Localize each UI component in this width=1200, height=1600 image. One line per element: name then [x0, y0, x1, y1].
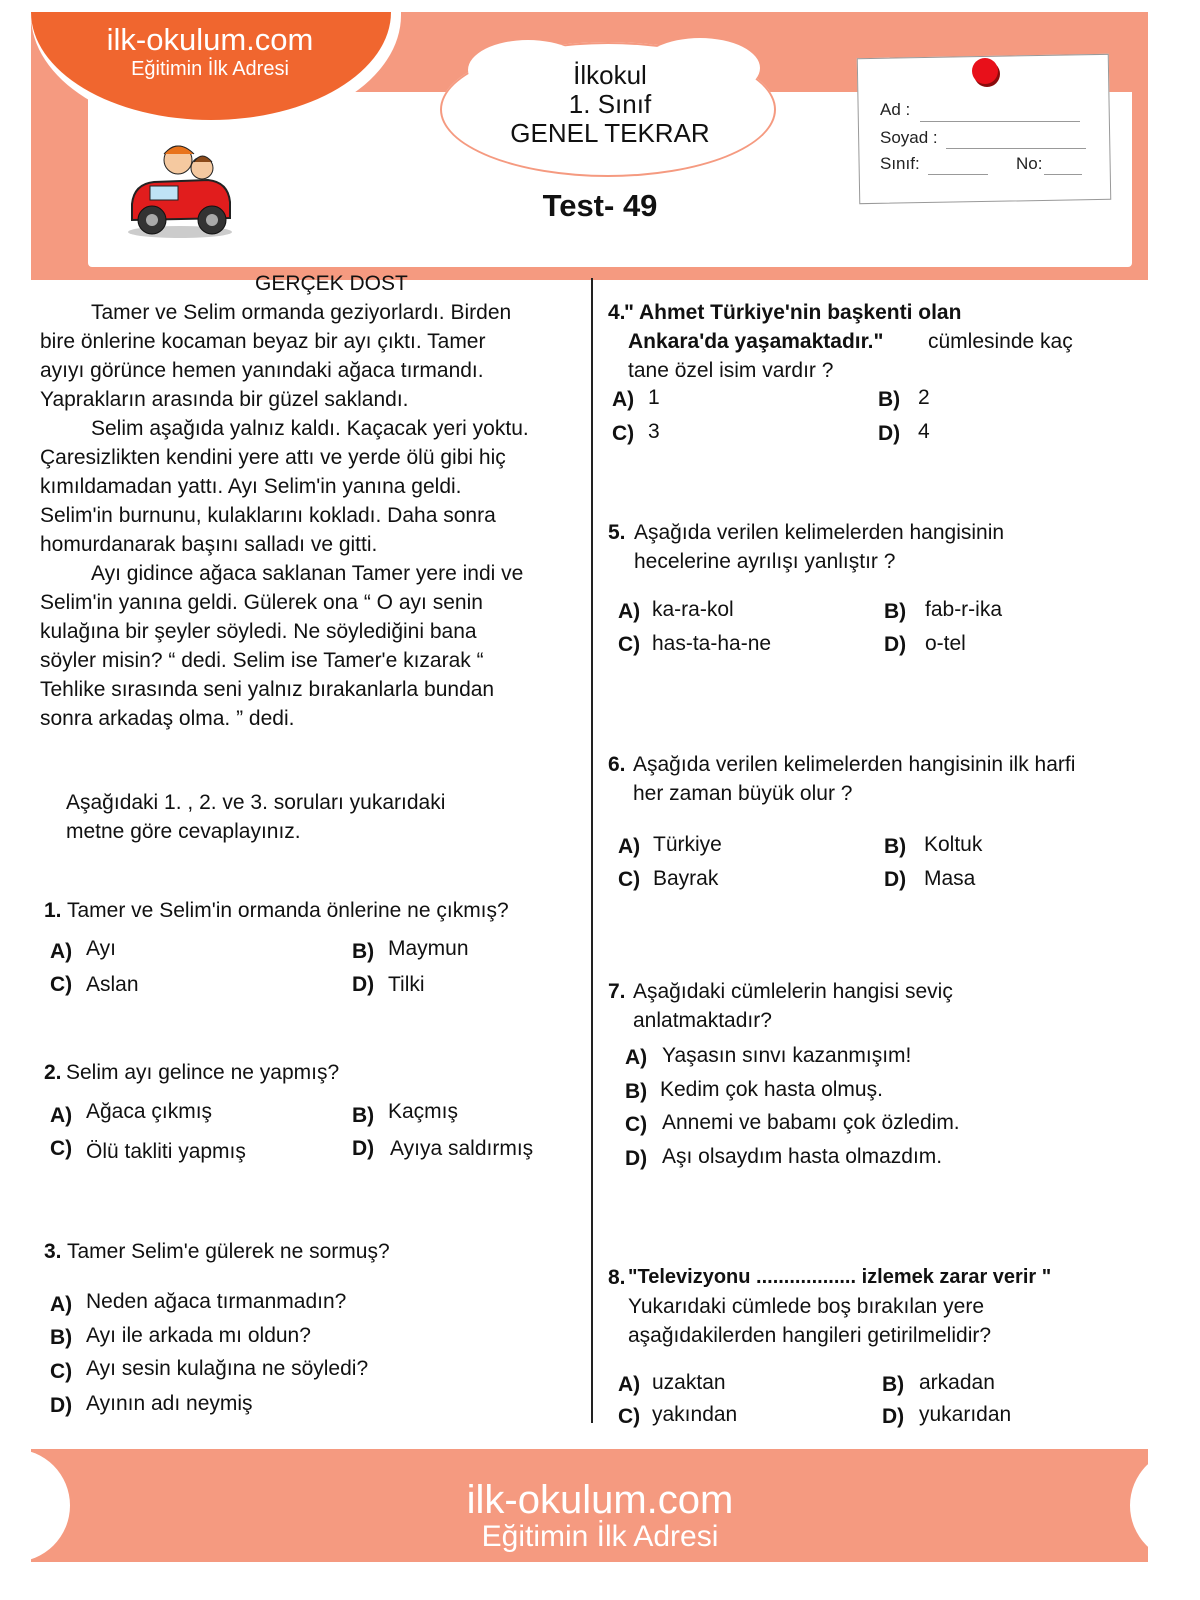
- answer-option[interactable]: Kaçmış: [388, 1100, 459, 1123]
- number-field[interactable]: [1044, 174, 1082, 175]
- answer-option[interactable]: Aşı olsaydım hasta olmazdım.: [662, 1145, 943, 1168]
- name-field[interactable]: [920, 121, 1080, 122]
- option-letter: C): [618, 868, 641, 891]
- question-text: Aşağıda verilen kelimelerden hangisinin: [634, 521, 1005, 544]
- question-number: 3.: [44, 1240, 62, 1263]
- option-letter: B): [352, 940, 375, 963]
- story-line: Çaresizlikten kendini yere attı ve yerde ölü gibi hiç: [40, 446, 506, 469]
- story-line: Tehlike sırasında seni yalnız bırakanlarla bundan: [40, 678, 495, 701]
- test-title: Test- 49: [542, 188, 658, 223]
- answer-option[interactable]: Kedim çok hasta olmuş.: [660, 1078, 883, 1101]
- answer-option[interactable]: Tilki: [388, 973, 425, 996]
- answer-option[interactable]: fab-r-ika: [925, 598, 1003, 621]
- question-text: her zaman büyük olur ?: [633, 782, 853, 805]
- school-level: İlkokul: [573, 60, 647, 90]
- story-line: Selim'in yanına geldi. Gülerek ona “ O ayı senin: [40, 591, 483, 614]
- question-text: Aşağıda verilen kelimelerden hangisinin ilk harfi: [633, 753, 1076, 776]
- answer-option[interactable]: Yaşasın sınvı kazanmışım!: [662, 1044, 912, 1067]
- question-text: anlatmaktadır?: [633, 1009, 772, 1032]
- story-line: Ayı gidince ağaca saklanan Tamer yere indi ve: [91, 562, 524, 585]
- answer-option[interactable]: 4: [918, 420, 930, 443]
- answer-option[interactable]: Bayrak: [653, 867, 719, 890]
- option-letter: B): [878, 388, 901, 411]
- story-line: Selim aşağıda yalnız kaldı. Kaçacak yeri yoktu.: [91, 417, 529, 440]
- question-number: 8.: [608, 1266, 626, 1289]
- class-label: Sınıf:: [880, 154, 920, 173]
- option-letter: C): [625, 1113, 648, 1136]
- question-text: " Ahmet Türkiye'nin başkenti olan: [624, 301, 962, 324]
- answer-option[interactable]: Koltuk: [924, 833, 983, 856]
- instruction-text: Aşağıdaki 1. , 2. ve 3. soruları yukarıdaki: [66, 791, 446, 814]
- answer-option[interactable]: Türkiye: [653, 833, 722, 856]
- option-letter: D): [352, 973, 375, 996]
- logo-subtitle: Eğitimin İlk Adresi: [131, 58, 289, 80]
- answer-option[interactable]: Neden ağaca tırmanmadın?: [86, 1290, 347, 1313]
- car-illustration: [120, 132, 240, 242]
- option-letter: A): [618, 600, 641, 623]
- question-text: Selim ayı gelince ne yapmış?: [66, 1061, 340, 1084]
- question-text: Yukarıdaki cümlede boş bırakılan yere: [628, 1295, 985, 1318]
- question-text: Ankara'da yaşamaktadır.": [628, 330, 884, 353]
- answer-option[interactable]: Ayı: [86, 937, 116, 960]
- answer-option[interactable]: Ölü takliti yapmış: [86, 1140, 246, 1163]
- story-line: Tamer ve Selim ormanda geziyorlardı. Birden: [91, 301, 512, 324]
- option-letter: C): [618, 1405, 641, 1428]
- question-text: hecelerine ayrılışı yanlıştır ?: [634, 550, 896, 573]
- question-text: tane özel isim vardır ?: [628, 359, 834, 382]
- answer-option[interactable]: Ağaca çıkmış: [86, 1100, 213, 1123]
- answer-option[interactable]: arkadan: [919, 1371, 995, 1394]
- question-text: Tamer ve Selim'in ormanda önlerine ne çıkmış?: [67, 899, 509, 922]
- option-letter: C): [618, 633, 641, 656]
- option-letter: A): [625, 1046, 648, 1069]
- answer-option[interactable]: ka-ra-kol: [652, 598, 734, 621]
- answer-option[interactable]: yukarıdan: [919, 1403, 1012, 1426]
- review-label: GENEL TEKRAR: [510, 118, 710, 148]
- question-text: "Televizyonu .................. izlemek zarar verir ": [628, 1266, 1052, 1288]
- option-letter: B): [884, 600, 907, 623]
- option-letter: D): [352, 1137, 375, 1160]
- question-number: 1.: [44, 899, 62, 922]
- answer-option[interactable]: Maymun: [388, 937, 469, 960]
- question-number: 7.: [608, 980, 626, 1003]
- question-number: 2.: [44, 1061, 62, 1084]
- option-letter: B): [884, 835, 907, 858]
- story-title: GERÇEK DOST: [255, 272, 408, 295]
- question-text: cümlesinde kaç: [928, 330, 1073, 353]
- question-text: aşağıdakilerden hangileri getirilmelidir?: [628, 1324, 992, 1347]
- option-letter: B): [352, 1104, 375, 1127]
- name-label: Ad :: [880, 100, 911, 119]
- grade-label: 1. Sınıf: [568, 89, 652, 119]
- pushpin-icon: [972, 58, 998, 84]
- answer-option[interactable]: Masa: [924, 867, 976, 890]
- answer-option[interactable]: Ayıya saldırmış: [390, 1137, 534, 1160]
- answer-option[interactable]: Ayının adı neymiş: [86, 1392, 253, 1415]
- question-number: 6.: [608, 753, 626, 776]
- option-letter: A): [50, 940, 73, 963]
- footer-tagline: Eğitimin İlk Adresi: [481, 1520, 719, 1553]
- option-letter: C): [50, 1360, 73, 1383]
- answer-option[interactable]: 2: [918, 386, 930, 409]
- option-letter: C): [50, 973, 73, 996]
- question-number: 5.: [608, 521, 626, 544]
- option-letter: D): [878, 422, 901, 445]
- surname-field[interactable]: [946, 148, 1086, 149]
- answer-option[interactable]: Ayı sesin kulağına ne söyledi?: [86, 1357, 369, 1380]
- option-letter: B): [882, 1373, 905, 1396]
- story-line: Selim'in burnunu, kulaklarını kokladı. Daha sonra: [40, 504, 496, 527]
- answer-option[interactable]: yakından: [652, 1403, 738, 1426]
- option-letter: D): [50, 1394, 73, 1417]
- answer-option[interactable]: Ayı ile arkada mı oldun?: [86, 1324, 311, 1347]
- story-line: kımıldamadan yattı. Ayı Selim'in yanına geldi.: [40, 475, 462, 498]
- logo-title: ilk-okulum.com: [106, 22, 314, 57]
- column-divider: [591, 278, 593, 1423]
- option-letter: B): [625, 1080, 648, 1103]
- answer-option[interactable]: has-ta-ha-ne: [652, 632, 772, 655]
- option-letter: A): [612, 388, 635, 411]
- story-line: ayıyı görünce hemen yanındaki ağaca tırmandı.: [40, 359, 484, 382]
- question-text: Tamer Selim'e gülerek ne sormuş?: [67, 1240, 390, 1263]
- number-label: No:: [1016, 154, 1043, 173]
- option-letter: A): [618, 835, 641, 858]
- question-text: Aşağıdaki cümlelerin hangisi seviç: [633, 980, 953, 1003]
- story-line: söyler misin? “ dedi. Selim ise Tamer'e kızarak “: [40, 649, 484, 672]
- story-line: kulağına bir şeyler söyledi. Ne söylediğini bana: [40, 620, 477, 643]
- option-letter: A): [618, 1373, 641, 1396]
- option-letter: C): [50, 1137, 73, 1160]
- option-letter: B): [50, 1326, 73, 1349]
- answer-option[interactable]: Aslan: [86, 973, 139, 996]
- story-line: homurdanarak başını salladı ve gitti.: [40, 533, 378, 556]
- option-letter: D): [625, 1147, 648, 1170]
- answer-option[interactable]: 1: [648, 386, 660, 409]
- surname-label: Soyad :: [880, 128, 938, 147]
- story-line: sonra arkadaş olma. ” dedi.: [40, 707, 295, 730]
- answer-option[interactable]: Annemi ve babamı çok özledim.: [662, 1111, 960, 1134]
- answer-option[interactable]: uzaktan: [652, 1371, 726, 1394]
- question-number: 4.: [608, 301, 626, 324]
- answer-option[interactable]: 3: [648, 420, 660, 443]
- answer-option[interactable]: o-tel: [925, 632, 966, 655]
- story-line: Yaprakların arasında bir güzel saklandı.: [40, 388, 409, 411]
- option-letter: A): [50, 1104, 73, 1127]
- class-field[interactable]: [928, 174, 988, 175]
- option-letter: D): [884, 868, 907, 891]
- instruction-text: metne göre cevaplayınız.: [66, 820, 301, 843]
- option-letter: D): [884, 633, 907, 656]
- footer-site: ilk-okulum.com: [466, 1478, 734, 1522]
- story-line: bire önlerine kocaman beyaz bir ayı çıktı. Tamer: [40, 330, 486, 353]
- option-letter: C): [612, 422, 635, 445]
- option-letter: D): [882, 1405, 905, 1428]
- option-letter: A): [50, 1293, 73, 1316]
